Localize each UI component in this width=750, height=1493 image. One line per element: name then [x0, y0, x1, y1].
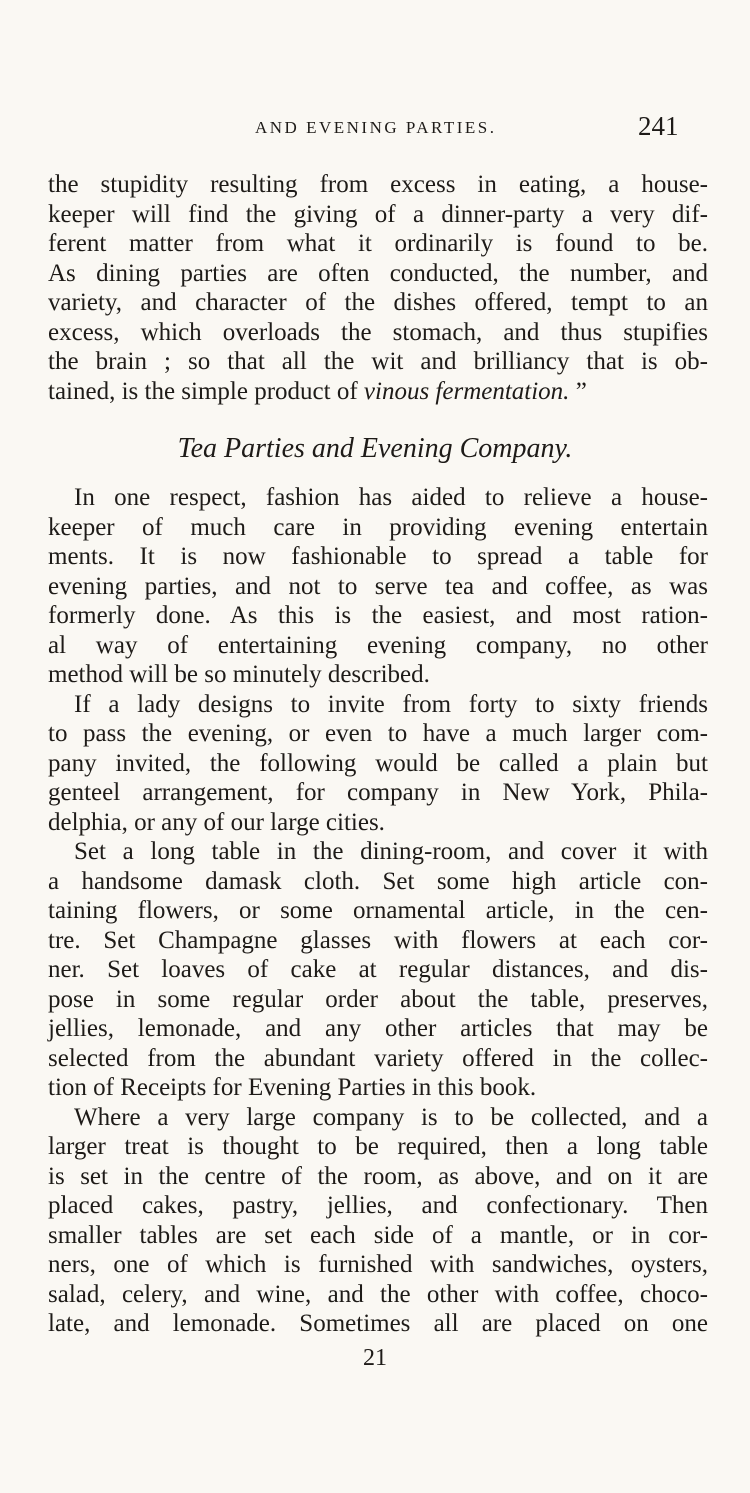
closing-quote: ”	[569, 377, 587, 405]
text-line: taining flowers, or some ornamental article, in the cen-	[48, 897, 708, 924]
text-line: In one respect, fashion has aided to relieve a house-	[74, 484, 708, 511]
text-line: excess, which overloads the stomach, and thus stupifies	[48, 318, 708, 346]
text-line	[48, 377, 708, 407]
signature-mark: 21	[363, 1345, 387, 1371]
text-line: ner. Set loaves of cake at regular distances, and dis-	[48, 956, 708, 983]
text-line: selected from the abundant variety offered in the collec-	[48, 1044, 708, 1072]
text-line: evening parties, and not to serve tea and coffee, as was	[48, 572, 708, 600]
text-line: salad, celery, and wine, and the other with coffee, choco-	[48, 1280, 708, 1308]
text-line: If a lady designs to invite from forty to sixty friends	[74, 690, 708, 718]
text-line: pose in some regular order about the table, preserves,	[48, 985, 708, 1013]
text-line: Where a very large company is to be collected, and a	[74, 1103, 708, 1131]
text-line: late, and lemonade. Sometimes all are placed on one	[48, 1310, 708, 1337]
text-line: ferent matter from what it ordinarily is found to be.	[48, 230, 708, 257]
text-line: to pass the evening, or even to have a much larger com-	[48, 720, 708, 747]
text-line: pany invited, the following would be called a plain but	[48, 749, 708, 777]
text-line: tre. Set Champagne glasses with flowers at each cor-	[48, 926, 708, 954]
text-fragment: tained, is the simple product of	[48, 377, 364, 405]
text-line: method will be so minutely described.	[48, 661, 430, 688]
emphasis-text: vinous fermentation.	[363, 377, 570, 405]
text-line: delphia, or any of our large cities.	[48, 808, 385, 836]
running-head	[0, 111, 750, 158]
text-line: keeper will find the giving of a dinner-party a very dif-	[48, 200, 708, 228]
text-line: the stupidity resulting from excess in eating, a house-	[48, 171, 708, 198]
text-line: ments. It is now fashionable to spread a table for	[48, 543, 708, 570]
text-line: keeper of much care in providing evening entertain	[48, 513, 708, 541]
text-line: As dining parties are often conducted, the number, and	[48, 259, 708, 287]
text-line: variety, and character of the dishes offered, tempt to an	[48, 289, 708, 316]
section-heading: Tea Parties and Evening Company.	[177, 433, 573, 464]
text-line: Set a long table in the dining-room, and cover it with	[74, 838, 708, 865]
text-line: smaller tables are set each side of a mantle, or in cor-	[48, 1221, 708, 1249]
text-line: larger treat is thought to be required, then a long table	[48, 1133, 708, 1160]
text-line: ners, one of which is furnished with sandwiches, oysters,	[48, 1251, 708, 1278]
running-title: AND EVENING PARTIES.	[255, 118, 497, 137]
paragraph-continued	[48, 170, 708, 406]
text-line: is set in the centre of the room, as above, and on it are	[48, 1162, 708, 1190]
text-line: jellies, lemonade, and any other articles that may be	[48, 1015, 708, 1042]
page-number: 241	[638, 111, 679, 141]
text-line: formerly done. As this is the easiest, and most ration-	[48, 602, 708, 629]
text-line: genteel arrangement, for company in New York, Phila-	[48, 779, 708, 806]
text-line: the brain ; so that all the wit and brilliancy that is ob-	[48, 348, 708, 375]
text-line: a handsome damask cloth. Set some high article con-	[48, 867, 708, 895]
section-body	[48, 483, 708, 1339]
text-line: placed cakes, pastry, jellies, and confectionary. Then	[48, 1192, 708, 1219]
text-line: al way of entertaining evening company, no other	[48, 631, 708, 659]
text-line: tion of Receipts for Evening Parties in this book.	[48, 1074, 537, 1101]
